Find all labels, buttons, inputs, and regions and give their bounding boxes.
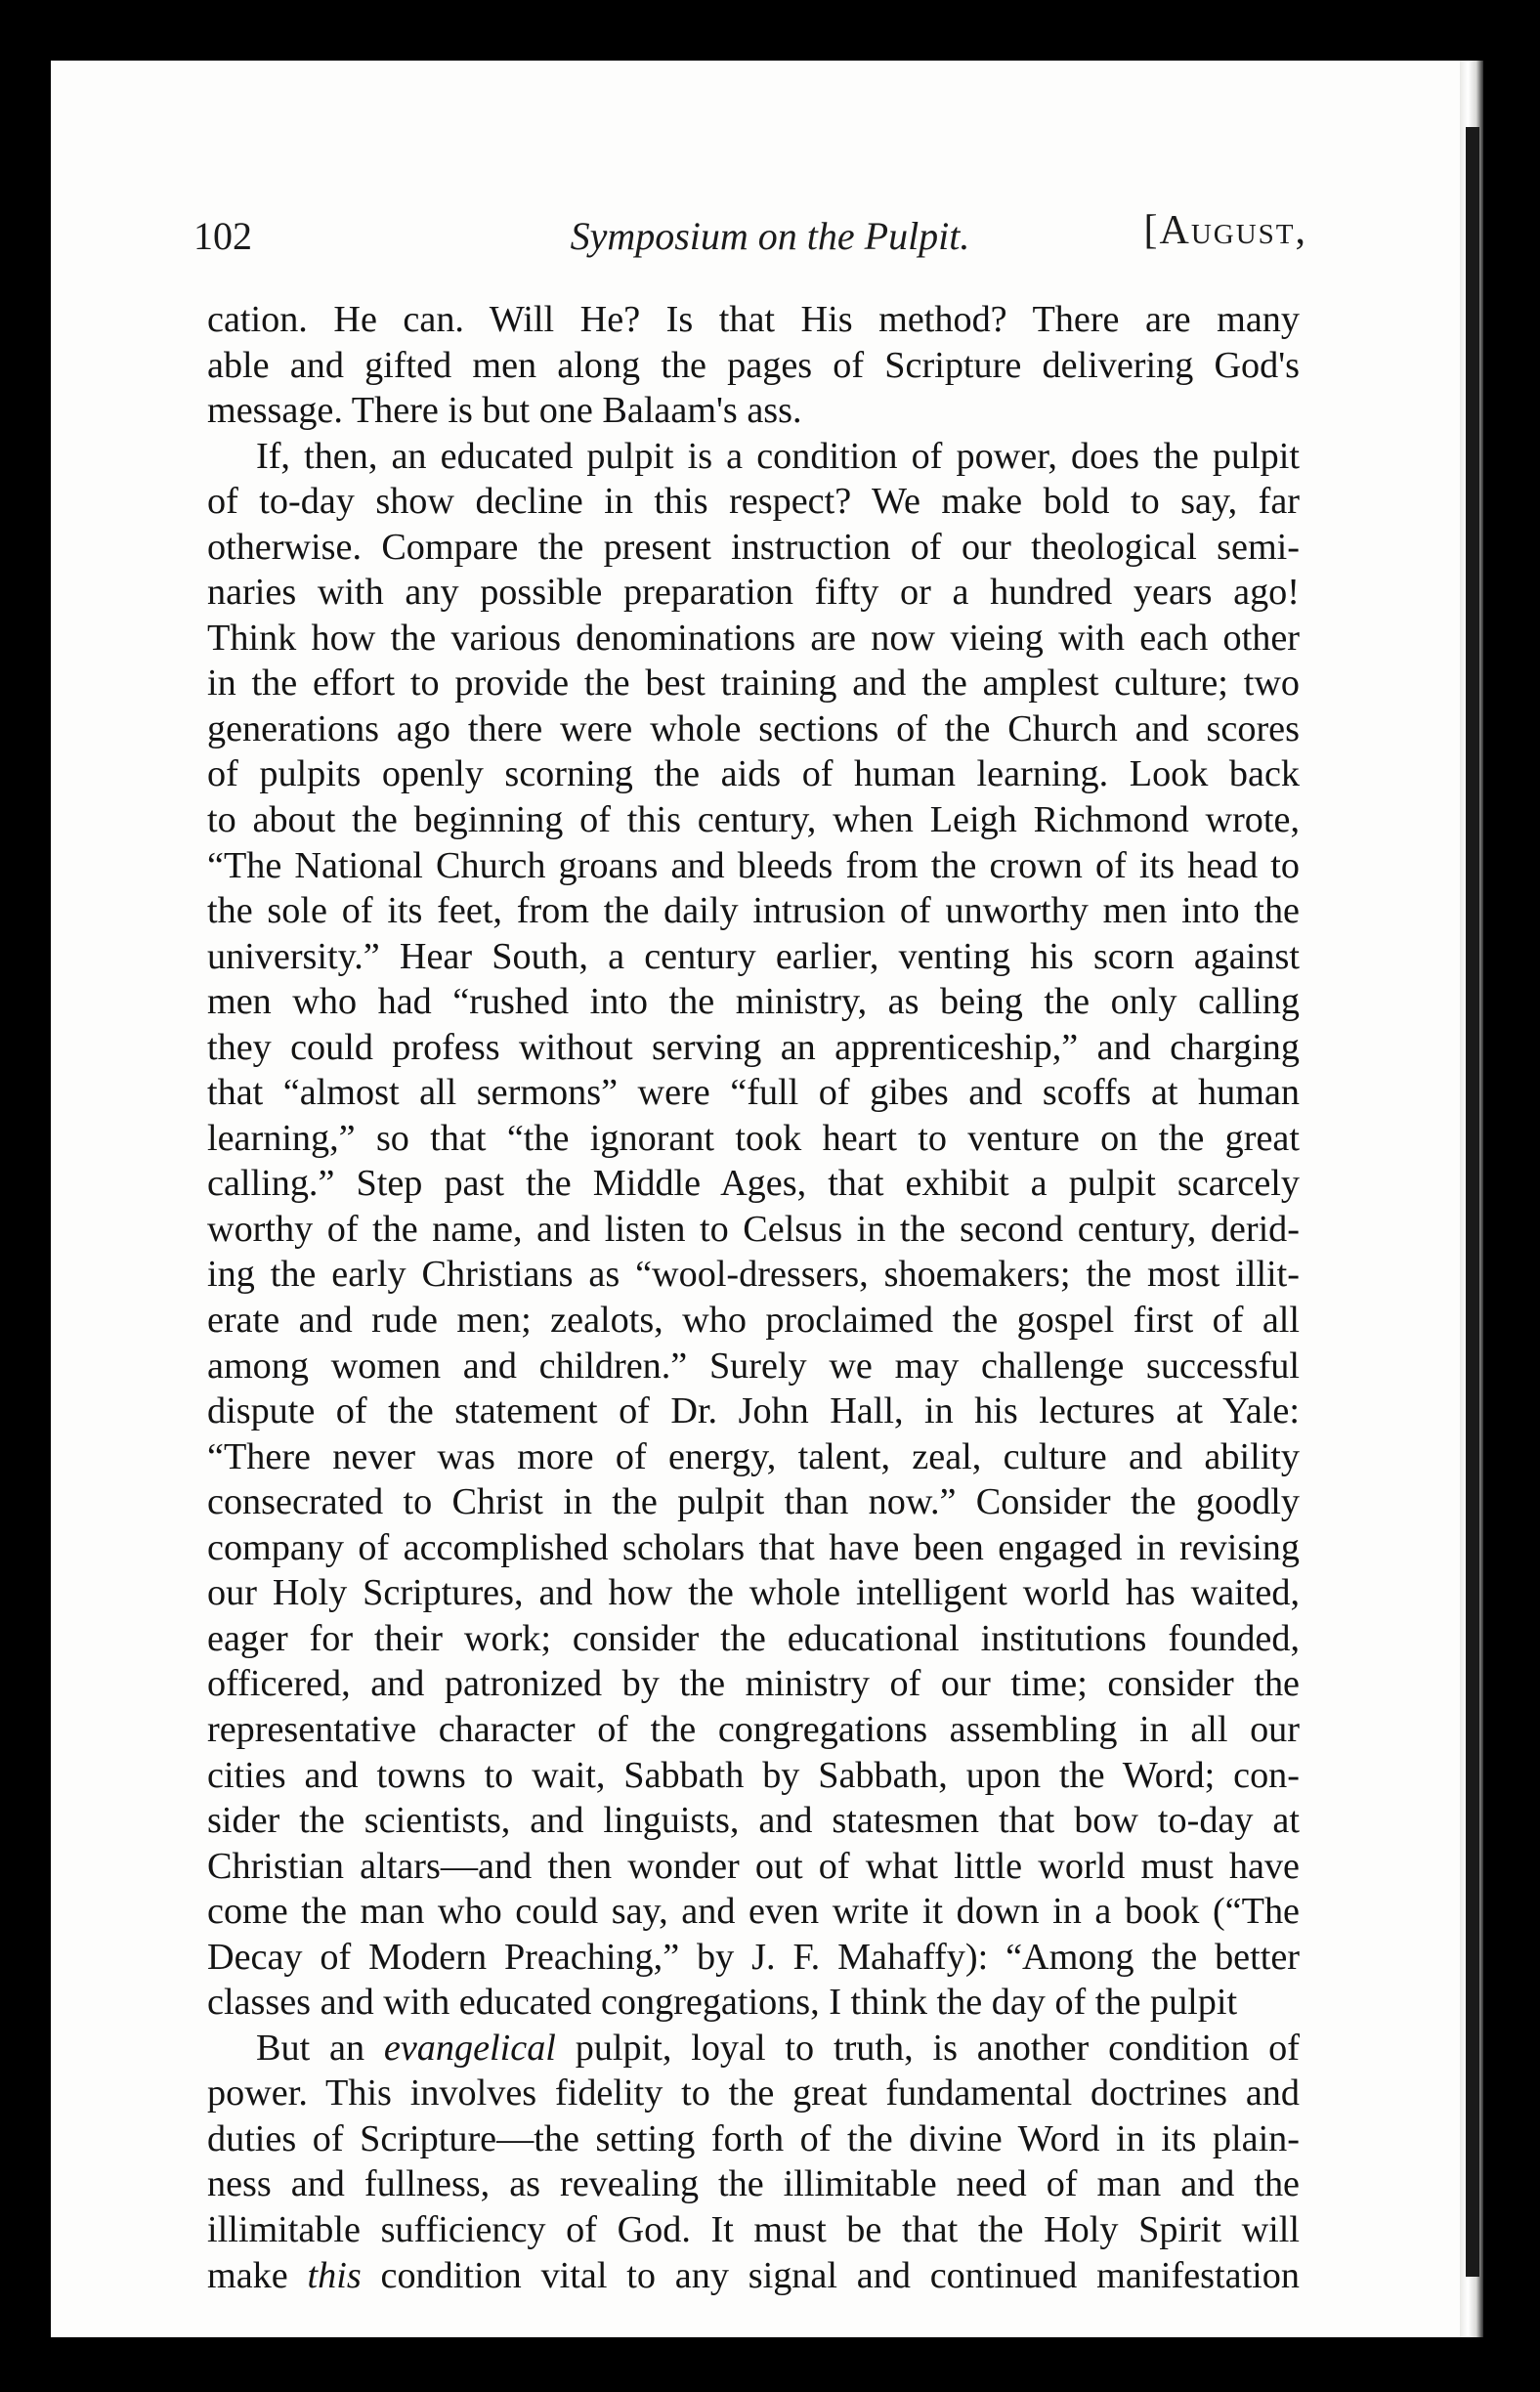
text-line: message. There is but one Balaam's ass.	[207, 390, 802, 432]
text-line: consecrated to Christ in the pulpit than now.” Consider the goodly	[207, 1481, 1300, 1523]
text-line: eager for their work; consider the educational institutions founded,	[207, 1617, 1300, 1659]
text-line: otherwise. Compare the present instruction of our theological semi-	[207, 526, 1300, 568]
text-line: Decay of Modern Preaching,” by J. F. Mahaffy): “Among the better	[207, 1936, 1300, 1978]
text-line: that “almost all sermons” were “full of gibes and scoffs at human	[207, 1072, 1300, 1114]
text-line	[207, 2253, 1300, 2299]
text-line: cation. He can. Will He? Is that His method? There are many	[207, 299, 1300, 340]
text-line: of pulpits openly scorning the aids of human learning. Look back	[207, 753, 1300, 795]
text-line: company of accomplished scholars that have been engaged in revising	[207, 1526, 1300, 1568]
text-line: “There never was more of energy, talent, zeal, culture and ability	[207, 1435, 1300, 1477]
text-line: power. This involves fidelity to the great fundamental doctrines and	[207, 2072, 1300, 2114]
text-run: condition vital to any signal and continued manifestation	[361, 2254, 1300, 2296]
text-line: officered, and patronized by the ministry of our time; consider the	[207, 1663, 1300, 1705]
text-line: If, then, an educated pulpit is a condition of power, does the pulpit	[256, 435, 1300, 477]
text-line: generations ago there were whole sections of the Church and scores	[207, 707, 1300, 749]
text-line: dispute of the statement of Dr. John Hall, in his lectures at Yale:	[207, 1390, 1300, 1432]
text-line: naries with any possible preparation fifty or a hundred years ago!	[207, 572, 1300, 614]
text-line: representative character of the congregations assembling in all our	[207, 1708, 1300, 1750]
text-line	[207, 2026, 1300, 2072]
text-line: sider the scientists, and linguists, and statesmen that bow to-day at	[207, 1800, 1300, 1842]
text-line: worthy of the name, and listen to Celsus in the second century, derid-	[207, 1208, 1300, 1250]
text-line: duties of Scripture—the setting forth of the divine Word in its plain-	[207, 2117, 1300, 2159]
paragraph-educated-pulpit	[207, 434, 1300, 2026]
text-line: classes and with educated congregations, I think the day of the pulpit	[207, 1982, 1238, 2024]
emphasis-this: this	[307, 2254, 362, 2296]
running-header-month: [August,	[1143, 208, 1307, 253]
text-line: Christian altars—and then wonder out of what little world must have	[207, 1845, 1300, 1887]
binding-shadow	[1466, 127, 1479, 2277]
text-run: pulpit, loyal to truth, is another condition of	[555, 2027, 1300, 2069]
text-line: they could profess without serving an apprenticeship,” and charging	[207, 1026, 1300, 1068]
text-line: calling.” Step past the Middle Ages, that exhibit a pulpit scarcely	[207, 1163, 1300, 1205]
text-line: erate and rude men; zealots, who proclaimed the gospel first of all	[207, 1300, 1300, 1342]
text-line: among women and children.” Surely we may challenge successful	[207, 1345, 1300, 1387]
text-line: university.” Hear South, a century earlier, venting his scorn against	[207, 935, 1300, 977]
page-number: 102	[193, 214, 252, 258]
paragraph-evangelical-pulpit	[207, 2026, 1300, 2298]
text-line: “The National Church groans and bleeds from the crown of its head to	[207, 844, 1300, 886]
text-line: Think how the various denominations are now vieing with each other	[207, 617, 1300, 659]
running-header	[193, 207, 1307, 266]
text-line: cities and towns to wait, Sabbath by Sabbath, upon the Word; con-	[207, 1754, 1300, 1796]
text-line: illimitable sufficiency of God. It must be that the Holy Spirit will	[207, 2208, 1300, 2250]
text-line: able and gifted men along the pages of Scripture delivering God's	[207, 344, 1300, 386]
text-line: ness and fullness, as revealing the illimitable need of man and the	[207, 2163, 1300, 2205]
text-line: our Holy Scriptures, and how the whole intelligent world has waited,	[207, 1572, 1300, 1614]
text-run: make	[207, 2254, 308, 2296]
text-line: the sole of its feet, from the daily intrusion of unworthy men into the	[207, 890, 1300, 932]
emphasis-evangelical: evangelical	[383, 2027, 556, 2069]
paragraph-continuation	[207, 297, 1300, 434]
body-text	[207, 297, 1300, 2298]
text-line: come the man who could say, and even write it down in a book (“The	[207, 1891, 1300, 1933]
running-title: Symposium on the Pulpit.	[570, 214, 970, 258]
text-line: of to-day show decline in this respect? We make bold to say, far	[207, 481, 1300, 523]
text-line: ing the early Christians as “wool-dressers, shoemakers; the most illit-	[207, 1254, 1300, 1296]
text-line: to about the beginning of this century, when Leigh Richmond wrote,	[207, 799, 1300, 841]
text-run: But an	[256, 2027, 384, 2069]
text-line: men who had “rushed into the ministry, as being the only calling	[207, 981, 1300, 1023]
text-line: learning,” so that “the ignorant took heart to venture on the great	[207, 1117, 1300, 1159]
text-line: in the effort to provide the best training and the amplest culture; two	[207, 662, 1300, 705]
